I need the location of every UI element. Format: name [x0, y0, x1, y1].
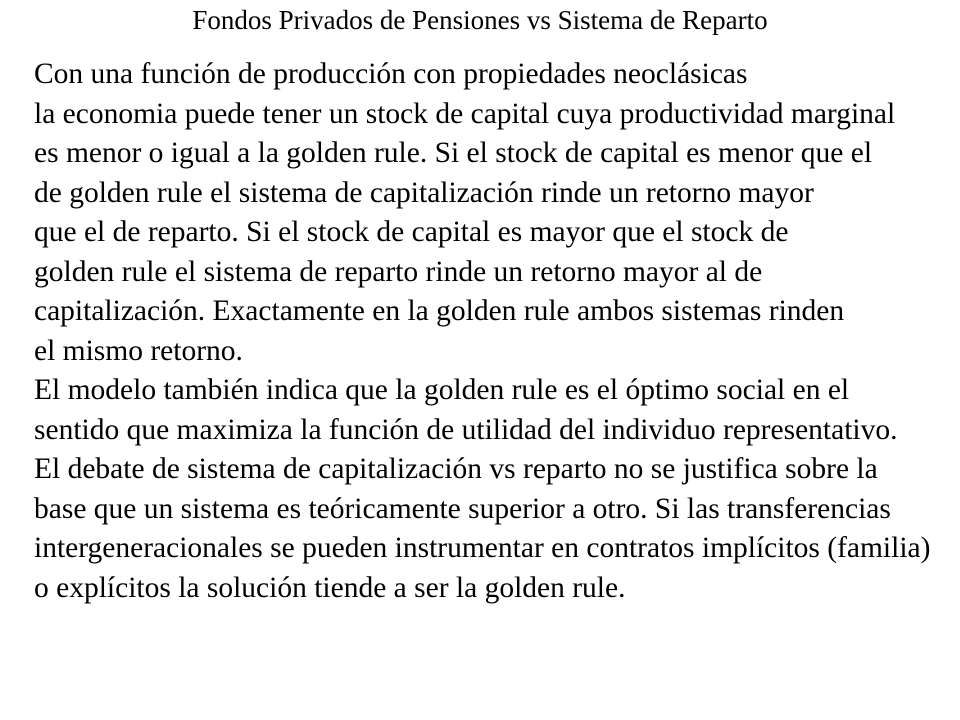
text-line: de golden rule el sistema de capitalización rinde un retorno mayor — [34, 176, 814, 209]
text-line: golden rule el sistema de reparto rinde un retorno mayor al de — [34, 255, 763, 288]
text-line: Con una función de producción con propiedades neoclásicas — [34, 58, 748, 90]
text-line: base que un sistema es teóricamente superior a otro. Si las transferencias — [34, 492, 891, 525]
text-line: que el de reparto. Si el stock de capital es mayor que el stock de — [34, 216, 789, 248]
body-text — [34, 55, 958, 608]
text-line: o explícitos la solución tiende a ser la golden rule. — [34, 571, 626, 604]
text-line: sentido que maximiza la función de utilidad del individuo representativo. — [34, 413, 898, 446]
text-line: intergeneracionales se pueden instrumentar en contratos implícitos (familia) — [34, 532, 931, 564]
text-line: es menor o igual a la golden rule. Si el stock de capital es menor que el — [34, 137, 873, 169]
text-line: El modelo también indica que la golden rule es el óptimo social en el — [34, 374, 850, 406]
text-line: la economia puede tener un stock de capital cuya productividad marginal — [34, 97, 896, 130]
text-line: capitalización. Exactamente en la golden rule ambos sistemas rinden — [34, 295, 845, 327]
text-line: El debate de sistema de capitalización vs reparto no se justifica sobre la — [34, 453, 878, 485]
slide-title: Fondos Privados de Pensiones vs Sistema de Reparto — [192, 5, 768, 35]
text-line: el mismo retorno. — [34, 334, 243, 367]
